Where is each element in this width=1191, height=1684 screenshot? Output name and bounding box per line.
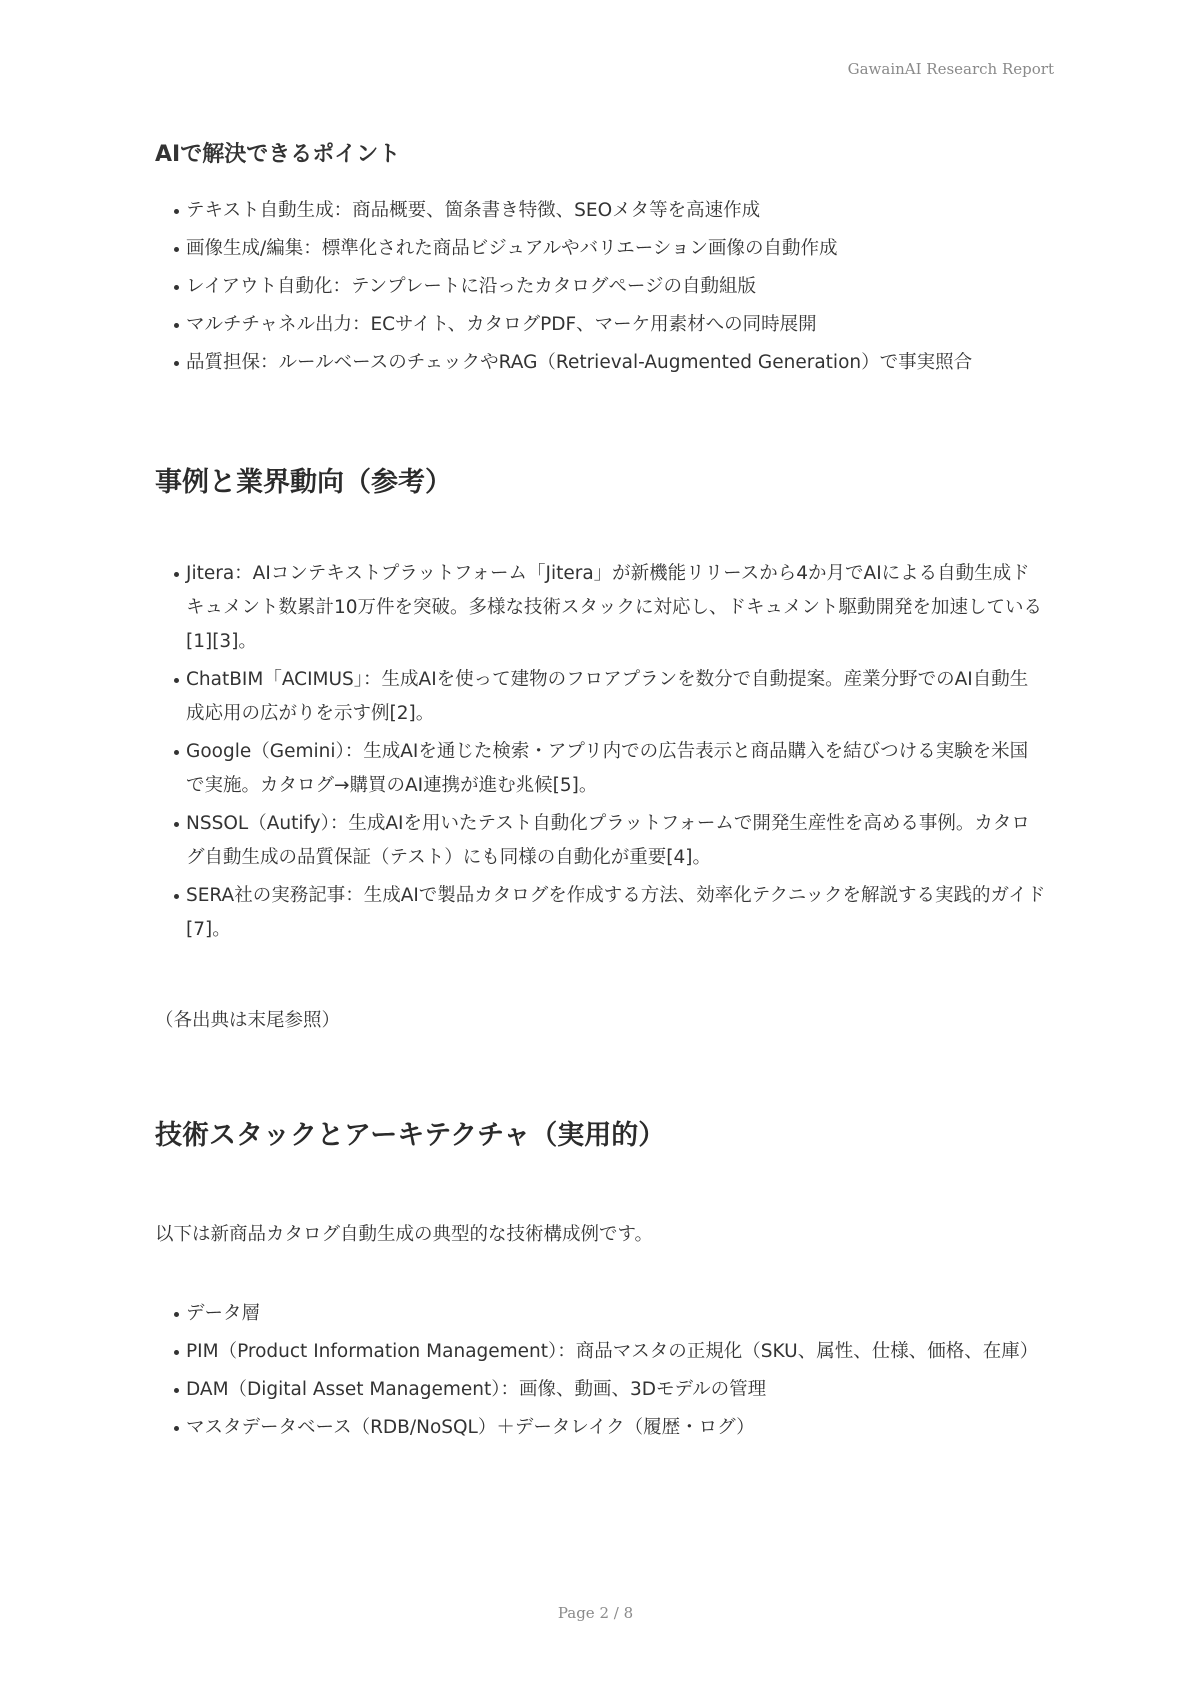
- list-item: レイアウト自動化：テンプレートに沿ったカタログページの自動組版: [155, 270, 1045, 304]
- list-item: データ層: [155, 1297, 1046, 1331]
- tech-stack-list: [155, 1297, 1045, 1449]
- sources-note: （各出典は末尾参照）: [155, 1010, 341, 1031]
- list-item: テキスト自動生成：商品概要、箇条書き特徴、SEOメタ等を高速作成: [155, 194, 1045, 228]
- bullet-icon: [174, 1350, 179, 1355]
- list-item: SERA社の実務記事：生成AIで製品カタログを作成する方法、効率化テクニックを解説する実践的ガイド[7]。: [155, 879, 1046, 947]
- section-heading-cases: 事例と業界動向（参考）: [155, 467, 452, 498]
- list-item: 画像生成/編集：標準化された商品ビジュアルやバリエーション画像の自動作成: [155, 232, 1045, 266]
- bullet-icon: [174, 1312, 179, 1317]
- section-heading-ai-points: AIで解決できるポイント: [155, 142, 401, 167]
- bullet-icon: [174, 678, 179, 683]
- list-item: 品質担保：ルールベースのチェックやRAG（Retrieval-Augmented Generation）で事実照合: [155, 346, 1045, 380]
- bullet-icon: [174, 209, 179, 214]
- running-header: GawainAI Research Report: [847, 60, 1054, 78]
- list-item: ChatBIM「ACIMUS」：生成AIを使って建物のフロアプランを数分で自動提案。産業分野でのAI自動生成応用の広がりを示す例[2]。: [155, 663, 1046, 731]
- list-item: PIM（Product Information Management）：商品マスタの正規化（SKU、属性、仕様、価格、在庫）: [155, 1335, 1046, 1369]
- list-item: NSSOL（Autify）：生成AIを用いたテスト自動化プラットフォームで開発生産性を高める事例。カタログ自動生成の品質保証（テスト）にも同様の自動化が重要[4]。: [155, 807, 1046, 875]
- bullet-icon: [174, 247, 179, 252]
- bullet-icon: [174, 750, 179, 755]
- page-number: Page 2 / 8: [557, 1604, 634, 1622]
- list-item: DAM（Digital Asset Management）：画像、動画、3Dモデルの管理: [155, 1373, 1046, 1407]
- bullet-icon: [174, 1388, 179, 1393]
- bullet-icon: [174, 1426, 179, 1431]
- bullet-icon: [174, 572, 179, 577]
- list-item: マルチチャネル出力：ECサイト、カタログPDF、マーケ用素材への同時展開: [155, 308, 1045, 342]
- list-item: Jitera：AIコンテキストプラットフォーム「Jitera」が新機能リリースから4か月でAIによる自動生成ドキュメント数累計10万件を突破。多様な技術スタックに対応し、ドキュメント駆動開発を加速している[1][3]。: [155, 557, 1046, 659]
- list-item: Google（Gemini）：生成AIを通じた検索・アプリ内での広告表示と商品購入を結びつける実験を米国で実施。カタログ→購買のAI連携が進む兆候[5]。: [155, 735, 1046, 803]
- bullet-icon: [174, 361, 179, 366]
- tech-stack-intro: 以下は新商品カタログ自動生成の典型的な技術構成例です。: [155, 1224, 654, 1245]
- list-item: マスタデータベース（RDB/NoSQL）＋データレイク（履歴・ログ）: [155, 1411, 1046, 1445]
- bullet-icon: [174, 894, 179, 899]
- ai-points-list: [155, 194, 1045, 384]
- bullet-icon: [174, 822, 179, 827]
- bullet-icon: [174, 323, 179, 328]
- cases-list: [155, 557, 1045, 951]
- bullet-icon: [174, 285, 179, 290]
- section-heading-tech-stack: 技術スタックとアーキテクチャ（実用的）: [155, 1120, 666, 1151]
